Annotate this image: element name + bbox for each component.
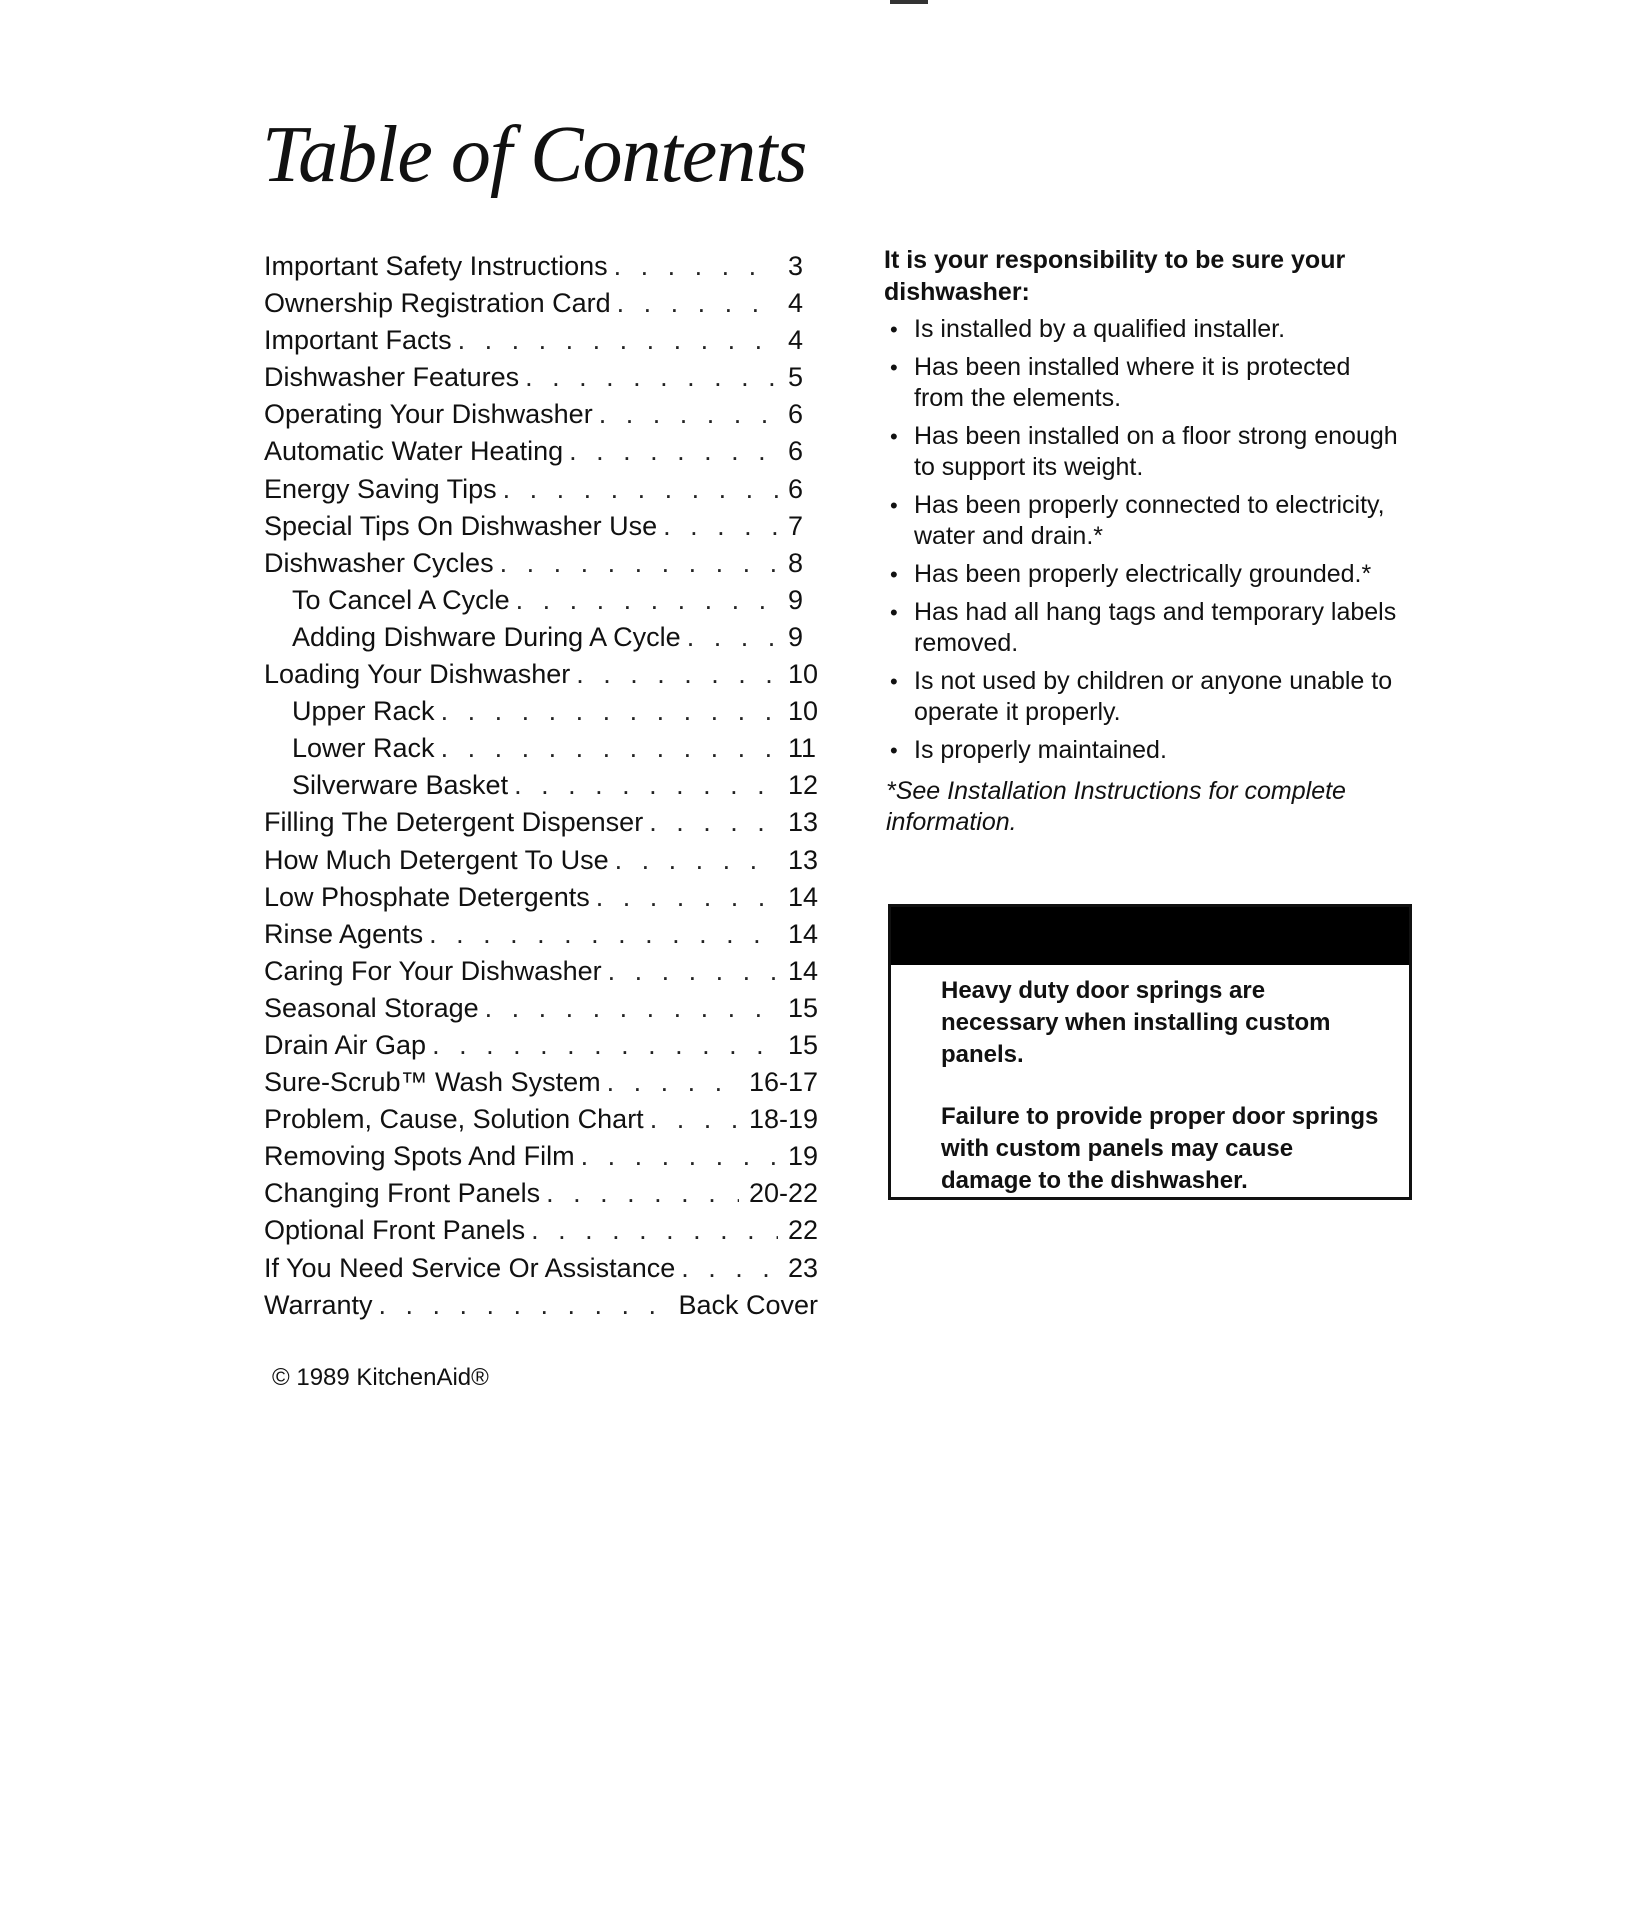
toc-entry-page: 6 (788, 473, 804, 504)
toc-entry-page: 8 (788, 547, 804, 578)
toc-entry-label: Warranty (264, 1289, 373, 1320)
page-title: Table of Contents (262, 111, 807, 199)
toc-entry-page: 14 (787, 881, 818, 912)
toc-entry-label: Automatic Water Heating (264, 436, 564, 467)
toc-entry-label: Sure-Scrub™ Wash System (264, 1067, 601, 1098)
toc-entry (264, 508, 818, 545)
toc-leader-dots (599, 396, 778, 433)
toc-subentry (264, 582, 818, 619)
toc-entry-label: Lower Rack (292, 733, 435, 764)
toc-entry-label: Seasonal Storage (264, 992, 479, 1023)
toc-entry-page: 10 (787, 696, 818, 727)
list-item-text: Is installed by a qualified installer. (914, 315, 1286, 343)
toc-entry (264, 433, 818, 470)
toc-leader-dots (485, 990, 778, 1027)
list-item (884, 421, 1404, 483)
toc-entry-page: 10 (787, 659, 818, 690)
toc-subentry (264, 730, 818, 767)
toc-entry-label: Caring For Your Dishwasher (264, 955, 602, 986)
list-item-text: Has been properly electrically grounded.* (914, 560, 1372, 588)
toc-leader-dots (687, 619, 778, 656)
toc-entry (264, 842, 818, 879)
toc-entry-page: 13 (787, 807, 818, 838)
toc-entry-label: Adding Dishware During A Cycle (292, 621, 681, 652)
toc-leader-dots (432, 1027, 778, 1064)
toc-leader-dots (608, 953, 778, 990)
toc-entry-page: 6 (788, 436, 804, 467)
toc-leader-dots (525, 359, 778, 396)
toc-entry (264, 1250, 818, 1287)
toc-entry (264, 1027, 818, 1064)
toc-entry-label: Rinse Agents (264, 918, 424, 949)
toc-leader-dots (663, 508, 778, 545)
toc-entry-label: Low Phosphate Detergents (264, 881, 590, 912)
toc-subentry (264, 767, 818, 804)
list-item (884, 735, 1404, 766)
toc-entry-label: To Cancel A Cycle (292, 584, 510, 615)
toc-leader-dots (500, 545, 778, 582)
toc-entry-label: Loading Your Dishwasher (264, 659, 571, 690)
list-item (884, 666, 1404, 728)
toc-subentry (264, 619, 818, 656)
toc-leader-dots (607, 1064, 739, 1101)
warning-header-bar (891, 907, 1409, 965)
toc-entry-label: Important Facts (264, 325, 452, 356)
toc-entry (264, 953, 818, 990)
toc-entry-page: 4 (788, 325, 804, 356)
list-item (884, 559, 1404, 590)
toc-entry (264, 990, 818, 1027)
toc-entry-label: Operating Your Dishwasher (264, 399, 593, 430)
toc-entry-label: Changing Front Panels (264, 1178, 541, 1209)
toc-entry-page: 11 (788, 733, 817, 764)
list-item (884, 314, 1404, 345)
toc-entry-page: 19 (787, 1141, 818, 1172)
toc-entry (264, 359, 818, 396)
toc-entry-label: Ownership Registration Card (264, 288, 611, 319)
toc-entry-label: Important Safety Instructions (264, 251, 608, 281)
toc-leader-dots (649, 804, 778, 841)
toc-leader-dots (441, 693, 778, 730)
toc-leader-dots (617, 285, 778, 322)
toc-entry-page: 22 (787, 1215, 818, 1246)
toc-entry-page: 14 (787, 955, 818, 986)
bullet-icon: • (890, 493, 898, 518)
list-item (884, 490, 1404, 552)
toc-entry-label: Silverware Basket (292, 770, 509, 801)
bullet-icon: • (890, 317, 898, 342)
toc-entry-page: 15 (787, 1029, 818, 1060)
list-item-text: Is not used by children or anyone unable to operate it properly. (914, 667, 1393, 726)
copyright-notice: © 1989 KitchenAid® (272, 1364, 489, 1391)
toc-entry-page: 23 (787, 1252, 818, 1283)
responsibility-heading: It is your responsibility to be sure your dishwasher: (884, 246, 1346, 306)
toc-entry (264, 1287, 818, 1324)
toc-subentry (264, 693, 818, 730)
responsibility-list (884, 314, 1404, 766)
toc-entry (264, 471, 818, 508)
toc-leader-dots (546, 1175, 739, 1212)
list-item-text: Has been installed where it is protected from the elements. (914, 353, 1351, 412)
toc-leader-dots (614, 248, 778, 285)
toc-leader-dots (429, 916, 778, 953)
toc-entry-page: 20-22 (748, 1178, 818, 1209)
installation-footnote: *See Installation Instructions for complete information. (886, 777, 1346, 836)
toc-leader-dots (581, 1138, 778, 1175)
toc-entry-label: Removing Spots And Film (264, 1141, 575, 1172)
list-item-text: Is properly maintained. (914, 736, 1167, 764)
table-of-contents (264, 248, 818, 1324)
toc-entry-label: Dishwasher Cycles (264, 547, 494, 578)
toc-entry-page: 7 (788, 510, 804, 541)
warning-text (891, 965, 1409, 1197)
toc-entry-page: 14 (787, 918, 818, 949)
toc-entry-label: If You Need Service Or Assistance (264, 1252, 676, 1283)
responsibility-section (884, 244, 1404, 838)
toc-leader-dots (503, 471, 778, 508)
toc-entry (264, 248, 818, 285)
bullet-icon: • (890, 562, 898, 587)
toc-entry-page: 16-17 (748, 1067, 818, 1098)
toc-entry (264, 879, 818, 916)
toc-leader-dots (615, 842, 778, 879)
warning-box (888, 904, 1412, 1200)
toc-entry-page: 6 (788, 399, 804, 430)
bullet-icon: • (890, 355, 898, 380)
toc-entry (264, 656, 818, 693)
toc-entry-label: Optional Front Panels (264, 1215, 526, 1246)
toc-leader-dots (596, 879, 778, 916)
toc-entry-page: 5 (788, 362, 804, 393)
toc-entry-page: 3 (788, 251, 804, 281)
toc-entry-page: 9 (788, 584, 804, 615)
toc-entry-label: Special Tips On Dishwasher Use (264, 510, 658, 541)
toc-leader-dots (514, 767, 778, 804)
bullet-icon: • (890, 738, 898, 763)
toc-entry-label: Drain Air Gap (264, 1029, 427, 1060)
warning-paragraph: Failure to provide proper door springs with custom panels may cause damage to the dishwasher. (941, 1103, 1379, 1194)
toc-entry-label: Problem, Cause, Solution Chart (264, 1104, 644, 1135)
list-item (884, 597, 1404, 659)
warning-paragraph: Heavy duty door springs are necessary when installing custom panels. (941, 977, 1331, 1068)
toc-entry (264, 1101, 818, 1138)
bullet-icon: • (890, 600, 898, 625)
scan-mark (890, 0, 928, 4)
toc-leader-dots (441, 730, 778, 767)
toc-entry (264, 1212, 818, 1249)
toc-entry (264, 1064, 818, 1101)
toc-entry (264, 916, 818, 953)
bullet-icon: • (890, 669, 898, 694)
toc-leader-dots (569, 433, 778, 470)
toc-leader-dots (531, 1212, 778, 1249)
toc-entry (264, 285, 818, 322)
bullet-icon: • (890, 424, 898, 449)
toc-entry (264, 545, 818, 582)
toc-leader-dots (650, 1101, 739, 1138)
list-item-text: Has been installed on a floor strong enough to support its weight. (914, 422, 1398, 481)
list-item-text: Has had all hang tags and temporary labels removed. (914, 598, 1397, 657)
toc-entry-page: 9 (788, 621, 804, 652)
toc-entry-label: Filling The Detergent Dispenser (264, 807, 644, 838)
toc-entry-page: 4 (788, 288, 804, 319)
toc-entry-label: Dishwasher Features (264, 362, 520, 393)
toc-entry-label: Energy Saving Tips (264, 473, 497, 504)
toc-entry-page: Back Cover (678, 1289, 818, 1320)
toc-leader-dots (458, 322, 778, 359)
toc-entry (264, 1138, 818, 1175)
list-item-text: Has been properly connected to electricity, water and drain.* (914, 491, 1385, 550)
toc-entry-page: 12 (787, 770, 818, 801)
toc-leader-dots (576, 656, 778, 693)
toc-entry (264, 322, 818, 359)
toc-entry (264, 1175, 818, 1212)
toc-leader-dots (516, 582, 778, 619)
toc-entry-page: 15 (787, 992, 818, 1023)
toc-entry-page: 18-19 (748, 1104, 818, 1135)
toc-entry-label: How Much Detergent To Use (264, 844, 609, 875)
list-item (884, 352, 1404, 414)
toc-entry-label: Upper Rack (292, 696, 435, 727)
toc-leader-dots (681, 1250, 778, 1287)
toc-entry-page: 13 (787, 844, 818, 875)
toc-entry (264, 804, 818, 841)
toc-leader-dots (379, 1287, 669, 1324)
toc-entry (264, 396, 818, 433)
